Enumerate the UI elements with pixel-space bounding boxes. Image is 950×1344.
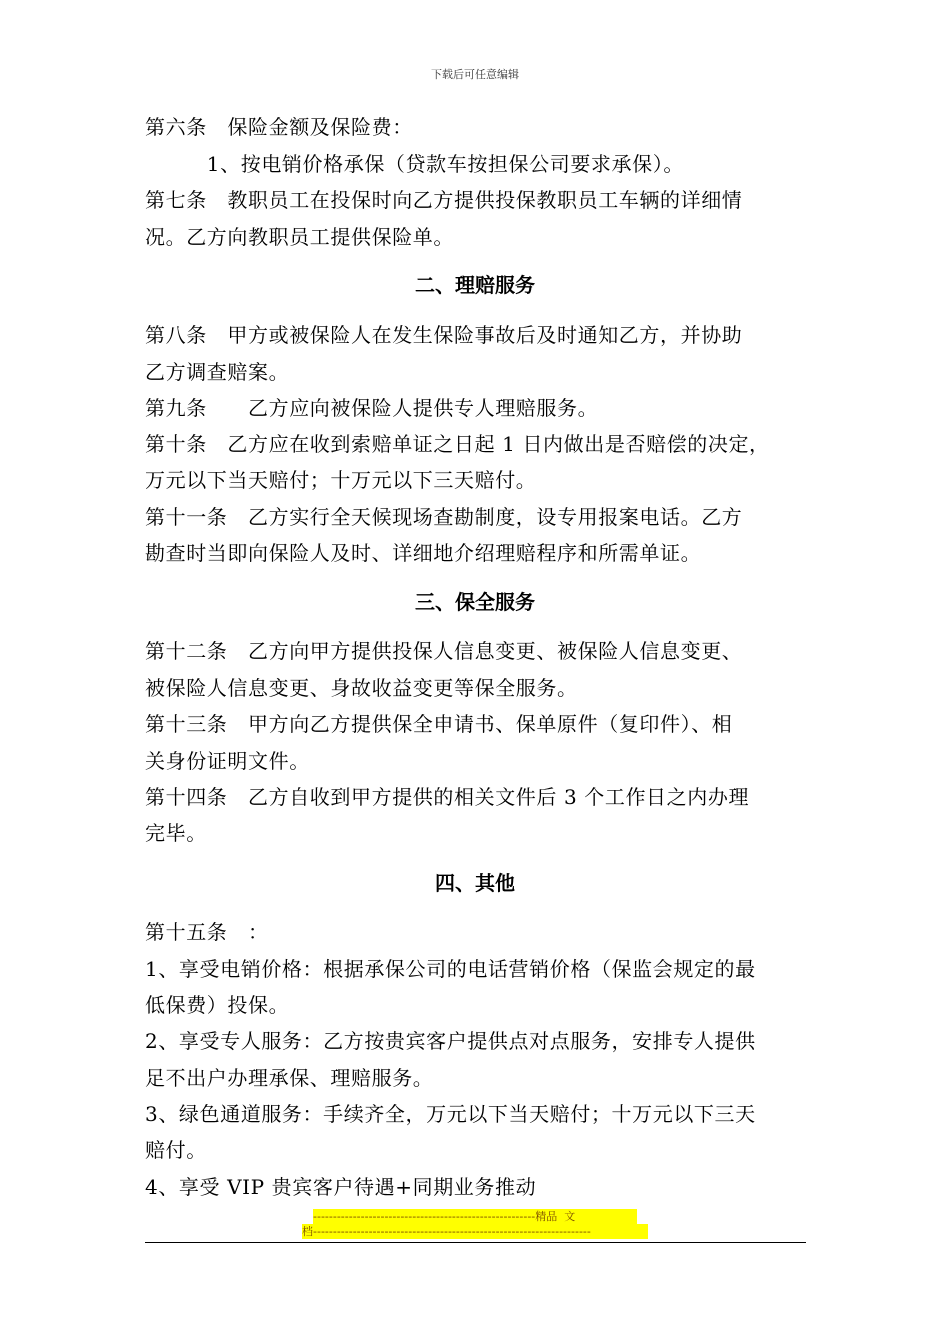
article-15-line: 第十五条 ： [145,920,269,944]
section-heading-other: 四、其他 [435,871,515,895]
benefit-1-line-1: 1、享受电销价格：根据承保公司的电话营销价格（保监会规定的最 [145,957,756,981]
article-6-item-1: 1、按电销价格承保（贷款车按担保公司要求承保）。 [145,152,684,176]
article-10-line-1: 第十条 乙方应在收到索赔单证之日起 1 日内做出是否赔偿的决定， [145,432,770,456]
benefit-2-line-1: 2、享受专人服务：乙方按贵宾客户提供点对点服务，安排专人提供 [145,1029,756,1053]
article-9-line: 第九条 乙方应向被保险人提供专人理赔服务。 [145,396,599,420]
article-11-line-1: 第十一条 乙方实行全天候现场查勘制度，设专用报案电话。乙方 [145,505,743,529]
footer-divider [145,1242,806,1243]
article-8-line-2: 乙方调查赔案。 [145,360,290,384]
article-13-line-1: 第十三条 甲方向乙方提供保全申请书、保单原件（复印件）、相 [145,712,733,736]
section-heading-preservation: 三、保全服务 [415,590,535,614]
benefit-4-line: 4、享受 VIP 贵宾客户待遇+同期业务推动 [145,1175,537,1199]
section-heading-claims: 二、理赔服务 [415,273,535,297]
article-11-line-2: 勘查时当即向保险人及时、详细地介绍理赔程序和所需单证。 [145,541,702,565]
footer-watermark-line-1: --------------------------------------------------------精品 文 [313,1209,637,1224]
article-12-line-1: 第十二条 乙方向甲方提供投保人信息变更、被保险人信息变更、 [145,639,743,663]
article-10-line-2: 万元以下当天赔付；十万元以下三天赔付。 [145,468,537,492]
article-7-line-1: 第七条 教职员工在投保时向乙方提供投保教职员工车辆的详细情 [145,188,743,212]
article-6-line: 第六条 保险金额及保险费： [145,115,413,139]
benefit-1-line-2: 低保费）投保。 [145,993,290,1017]
benefit-3-line-1: 3、绿色通道服务：手续齐全，万元以下当天赔付；十万元以下三天 [145,1102,756,1126]
article-13-line-2: 关身份证明文件。 [145,749,310,773]
article-7-line-2: 况。乙方向教职员工提供保险单。 [145,225,454,249]
article-12-line-2: 被保险人信息变更、身故收益变更等保全服务。 [145,676,578,700]
benefit-2-line-2: 足不出户办理承保、理赔服务。 [145,1066,434,1090]
article-14-line-1: 第十四条 乙方自收到甲方提供的相关文件后 3 个工作日之内办理 [145,785,750,809]
article-14-line-2: 完毕。 [145,821,207,845]
article-8-line-1: 第八条 甲方或被保险人在发生保险事故后及时通知乙方，并协助 [145,323,743,347]
page-header-note: 下载后可任意编辑 [431,68,519,81]
benefit-3-line-2: 赔付。 [145,1138,207,1162]
footer-watermark-line-2: 档---------------------------------------------------------------------- [302,1224,648,1239]
